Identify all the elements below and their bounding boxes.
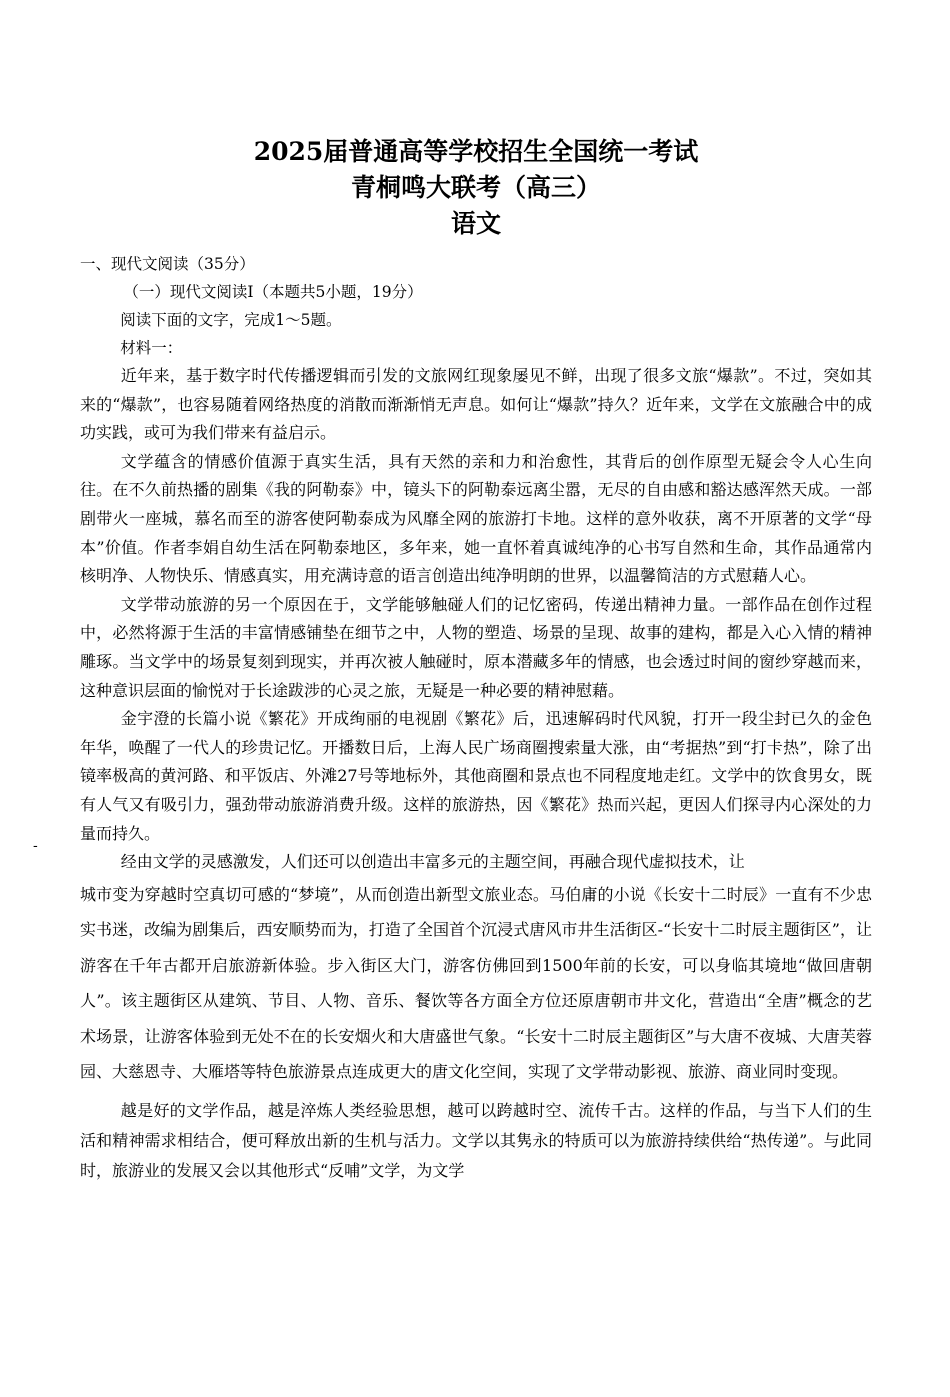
exam-subtitle: 青桐鸣大联考（高三）: [350, 173, 601, 202]
section-subheading: （一）现代文阅读Ⅰ（本题共5小题，19分）: [123, 283, 423, 301]
exam-title: 2025届普通高等学校招生全国统一考试: [253, 137, 699, 166]
section-heading: 一、现代文阅读（35分）: [80, 255, 255, 273]
reading-instruction: 阅读下面的文字，完成1～5题。: [120, 311, 342, 329]
paragraph-6: 越是好的文学作品，越是淬炼人类经验思想，越可以跨越时空、流传千古。这样的作品，与当下人们的生活和精神需求相结合，便可释放出新的生机与活力。文学以其隽永的特质可以为旅游持续供给“热传递”。与此同时，旅游业的发展又会以其他形式“反哺”文学，为文学: [80, 1100, 872, 1180]
subject-title: 语文: [450, 209, 501, 238]
paragraph-3: 文学带动旅游的另一个原因在于，文学能够触碰人们的记忆密码，传递出精神力量。一部作品在创作过程中，必然将源于生活的丰富情感铺垫在细节之中，人物的塑造、场景的呈现、故事的建构，都是入心入情的精神雕琢。当文学中的场景复刻到现实，并再次被人触碰时，原本潜藏多年的情感，也会透过时间的窗纱穿越而来，这种意识层面的愉悦对于长途跋涉的心灵之旅，无疑是一种必要的精神慰藉。: [80, 594, 872, 700]
margin-mark: -: [33, 838, 38, 854]
paragraph-5-line: 经由文学的灵感激发，人们还可以创造出丰富多元的主题空间，再融合现代虚拟技术，让: [120, 852, 745, 872]
paragraph-2: 文学蕴含的情感价值源于真实生活，具有天然的亲和力和治愈性，其背后的创作原型无疑会令人心生向往。在不久前热播的剧集《我的阿勒泰》中，镜头下的阿勒泰远离尘嚣，无尽的自由感和豁达感浑然天成。一部剧带火一座城，慕名而至的游客使阿勒泰成为风靡全网的旅游打卡地。这样的意外收获，离不开原著的文学“母本”价值。作者李娟自幼生活在阿勒泰地区，多年来，她一直怀着真诚纯净的心书写自然和生命，其作品通常内核明净、人物快乐、情感真实，用充满诗意的语言创造出纯净明朗的世界，以温馨简洁的方式慰藉人心。: [80, 451, 872, 586]
material-label: 材料一：: [120, 339, 183, 357]
exam-page: [80, 130, 872, 1186]
paragraph-4: 金宇澄的长篇小说《繁花》开成绚丽的电视剧《繁花》后，迅速解码时代风貌，打开一段尘封已久的金色年华，唤醒了一代人的珍贵记忆。开播数日后，上海人民广场商圈搜索量大涨，由“考据热”到“打卡热”，除了出镜率极高的黄河路、和平饭店、外滩27号等地标外，其他商圈和景点也不同程度地走红。文学中的饮食男女，既有人气又有吸引力，强劲带动旅游消费升级。这样的旅游热，因《繁花》热而兴起，更因人们探寻内心深处的力量而持久。: [80, 709, 872, 843]
paragraph-1: 近年来，基于数字时代传播逻辑而引发的文旅网红现象屡见不鲜，出现了很多文旅“爆款”。不过，突如其来的“爆款”，也容易随着网络热度的消散而渐渐悄无声息。如何让“爆款”持久？近年来，文学在文旅融合中的成功实践，或可为我们带来有益启示。: [80, 366, 872, 443]
paragraph-5-continued: 城市变为穿越时空真切可感的“梦境”，从而创造出新型文旅业态。马伯庸的小说《长安十二时辰》一直有不少忠实书迷，改编为剧集后，西安顺势而为，打造了全国首个沉浸式唐风市井生活街区-“长安十二时辰主题街区”，让游客在千年古都开启旅游新体验。步入街区大门，游客仿佛回到1500年前的长安，可以身临其境地“做回唐朝人”。该主题街区从建筑、节目、人物、音乐、餐饮等各方面全方位还原唐朝市井文化，营造出“全唐”概念的艺术场景，让游客体验到无处不在的长安烟火和大唐盛世气象。“长安十二时辰主题街区”与大唐不夜城、大唐芙蓉园、大慈恩寺、大雁塔等特色旅游景点连成更大的唐文化空间，实现了文学带动影视、旅游、商业同时变现。: [80, 884, 872, 1082]
